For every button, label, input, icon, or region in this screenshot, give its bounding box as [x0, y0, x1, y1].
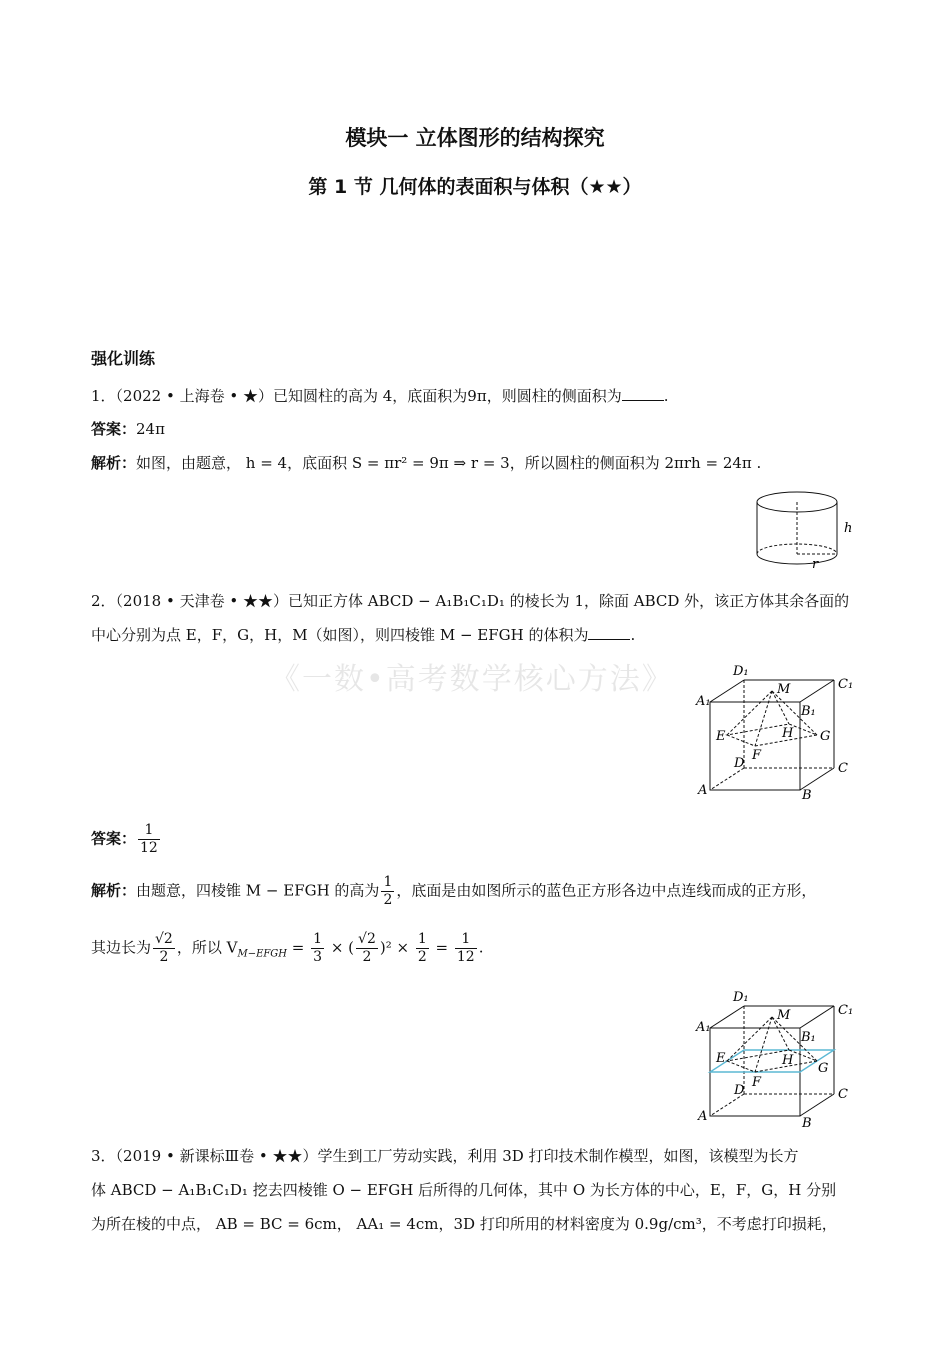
q2-f2: [356, 931, 378, 966]
cube1-edge-B1C1: [800, 680, 834, 702]
q2-times1: × (: [326, 938, 355, 957]
cube2-label-G: G: [818, 1061, 829, 1076]
q2-f3-den: 2: [417, 949, 427, 965]
q2-analysis-label: 解析：: [91, 881, 137, 900]
q1-analysis-label: 解析：: [91, 454, 137, 472]
q2-f2-den: 2: [362, 949, 372, 965]
q2-period: .: [478, 938, 484, 957]
cube2-pyramid-base: [727, 1050, 817, 1072]
cube1-label-M: M: [777, 682, 791, 697]
q2-f4-num: 1: [455, 931, 477, 949]
cube1-edge-DA: [710, 768, 744, 790]
q2-f3-num: 1: [417, 931, 427, 947]
q2-f1-num: 1: [313, 931, 323, 947]
cube1-label-A: A: [698, 783, 708, 798]
q2-analysis2-text-a: 其边长为: [91, 938, 152, 957]
cube2-label-A: A: [698, 1109, 708, 1124]
q2-f4: [455, 931, 477, 966]
q2-question-line2-text: 中心分别为点 E，F，G，H，M（如图），则四棱锥 M − EFGH 的体积为: [91, 626, 589, 644]
q1-question: [91, 386, 668, 406]
cylinder-figure: [752, 488, 862, 576]
cube1-label-B: B: [802, 788, 812, 802]
q1-analysis-text: 如图，由题意， h = 4，底面积 S = πr² = 9π ⇒ r = 3，所以圆柱的侧面积为 2πrh = 24π .: [136, 454, 762, 472]
cube2-label-D: D: [734, 1083, 745, 1098]
q2-side-numerator: √2: [155, 931, 173, 947]
cube2-label-C: C: [838, 1087, 848, 1102]
q2-volume-subscript: M−EFGH: [237, 948, 288, 960]
q2-analysis-line2: [91, 931, 483, 971]
q2-f2-num: √2: [358, 931, 376, 947]
module-title: 模块一 立体图形的结构探究: [345, 126, 605, 150]
q1-answer: [91, 419, 165, 439]
cube2-label-B: B: [802, 1116, 812, 1128]
q2-question-line1: 2．（2018 • 天津卷 • ★★）已知正方体 ABCD − A₁B₁C₁D₁ 的棱长为 1，除面 ABCD 外，该正方体其余各面的: [91, 592, 850, 610]
q1-question-end: .: [663, 387, 669, 405]
q2-height-numerator: 1: [383, 874, 393, 890]
q3-line1: 3．（2019 • 新课标Ⅲ卷 • ★★）学生到工厂劳动实践，利用 3D 打印技术制作模型，如图，该模型为长方: [91, 1147, 799, 1165]
cube2-edge-BC: [800, 1094, 834, 1116]
q2-f4-den: 12: [456, 949, 475, 965]
q2-question-end: .: [630, 626, 636, 644]
cube2-label-H: H: [782, 1053, 794, 1068]
section-title: 第 1 节 几何体的表面积与体积（★★）: [308, 176, 642, 198]
q2-square: )² ×: [379, 938, 414, 957]
cube1-label-D1: D₁: [733, 664, 749, 679]
cube2-label-D1: D₁: [733, 990, 749, 1005]
section-heading: 强化训练: [91, 349, 156, 368]
cube-figure-2: [695, 986, 860, 1128]
cube1-pyramid-base: [727, 724, 817, 746]
q2-answer: [91, 822, 162, 862]
cube1-label-C: C: [838, 761, 848, 776]
cube1-label-C1: C₁: [838, 677, 854, 692]
cylinder-label-r: r: [812, 557, 819, 572]
cube1-label-A1: A₁: [696, 694, 711, 709]
q1-answer-value: 24π: [136, 420, 165, 438]
cube2-edge-A1D1: [710, 1006, 744, 1028]
q2-answer-blank: [588, 625, 630, 640]
q2-analysis-line1: [91, 874, 816, 914]
q2-side-fraction: [153, 931, 175, 966]
q2-f3: [416, 931, 429, 966]
cube-figure-1: [695, 660, 860, 802]
q1-question-text: 1．（2022 • 上海卷 • ★）已知圆柱的高为 4，底面积为9π，则圆柱的侧面积为: [91, 387, 622, 405]
cylinder-bottom-front: [757, 554, 837, 564]
cube1-label-F: F: [752, 748, 762, 763]
cube2-label-C1: C₁: [838, 1003, 854, 1018]
cube1-label-E: E: [716, 729, 726, 744]
q2-analysis-text-b: ，底面是由如图所示的蓝色正方形各边中点连线而成的正方形，: [396, 881, 817, 900]
cube2-label-B1: B₁: [801, 1030, 816, 1045]
cylinder-label-h: h: [844, 521, 853, 536]
q2-height-denominator: 2: [383, 892, 393, 908]
q1-answer-label: 答案：: [91, 420, 137, 438]
q3-line2: 体 ABCD − A₁B₁C₁D₁ 挖去四棱锥 O − EFGH 后所得的几何体，其中 O 为长方体的中心，E，F，G，H 分别: [91, 1181, 837, 1199]
cube2-label-E: E: [716, 1051, 726, 1066]
cube2-label-F: F: [752, 1075, 762, 1090]
q2-answer-fraction: [138, 822, 160, 857]
q3-line3: 为所在棱的中点， AB = BC = 6cm， AA₁ = 4cm，3D 打印所用的材料密度为 0.9g/cm³，不考虑打印损耗，: [91, 1215, 837, 1233]
q2-answer-denominator: 12: [140, 840, 158, 856]
q2-question-line2: [91, 625, 635, 645]
cube2-label-M: M: [777, 1008, 791, 1023]
cube2-label-A1: A₁: [696, 1020, 711, 1035]
cube1-label-D: D: [734, 756, 745, 771]
cube1-label-B1: B₁: [801, 704, 816, 719]
q2-eq2: =: [430, 938, 453, 957]
cube1-edge-A1D1: [710, 680, 744, 702]
q2-eq1: =: [287, 938, 310, 957]
q1-answer-blank: [622, 386, 664, 401]
q2-analysis-text-a: 由题意，四棱锥 M − EFGH 的高为: [136, 881, 380, 900]
q2-answer-numerator: 1: [138, 822, 160, 840]
q2-analysis2-text-b: ，所以 V: [176, 938, 238, 957]
cube1-label-G: G: [820, 729, 831, 744]
q2-side-denominator: 2: [159, 949, 169, 965]
cube1-edge-BC: [800, 768, 834, 790]
q2-height-fraction: [381, 874, 394, 909]
cube2-edge-B1C1: [800, 1006, 834, 1028]
watermark: 《一数•高考数学核心方法》: [270, 662, 674, 697]
q2-f1: [311, 931, 324, 966]
q2-answer-label: 答案：: [91, 829, 137, 848]
q2-f1-den: 3: [313, 949, 323, 965]
cube1-label-H: H: [782, 726, 794, 741]
q1-analysis: [91, 453, 761, 473]
